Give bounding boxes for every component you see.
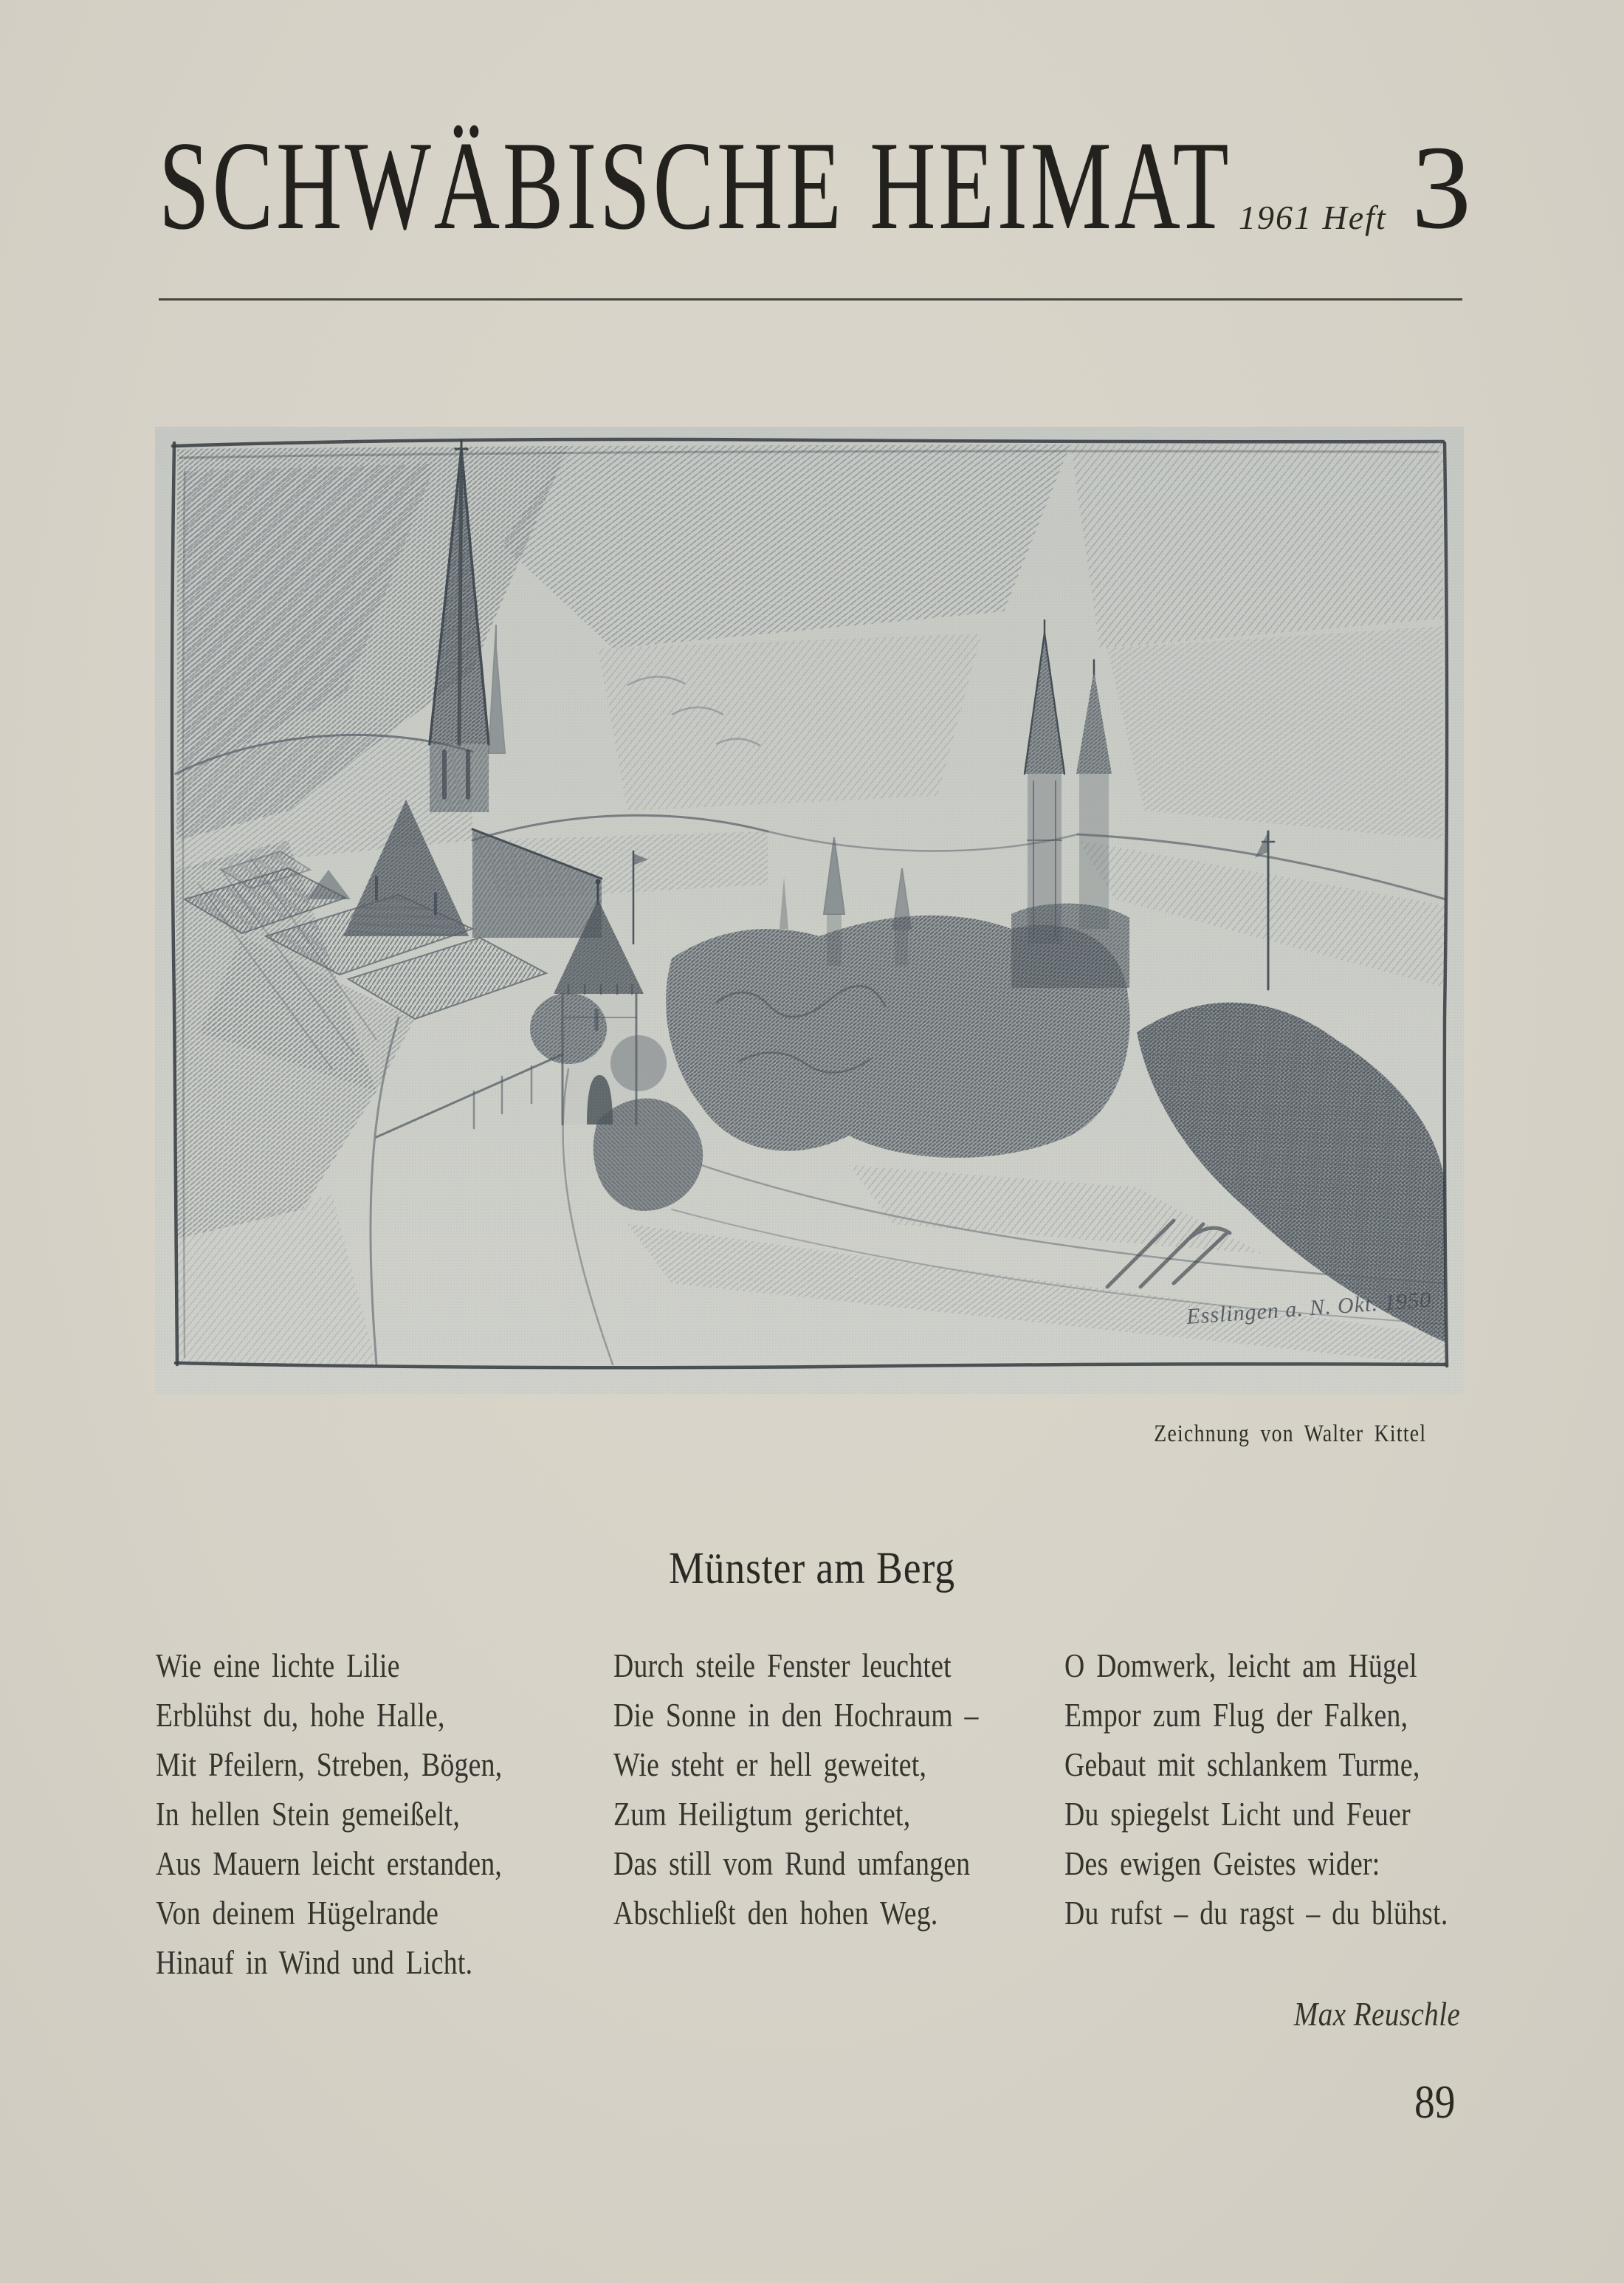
poem-line: Du spiegelst Licht und Feuer (1064, 1795, 1411, 1833)
poem-column-2 (613, 1641, 979, 1937)
poem-line: Wie eine lichte Lilie (156, 1647, 400, 1684)
poem-line: Hinauf in Wind und Licht. (156, 1943, 473, 1981)
halftone-overlay (155, 427, 1464, 1394)
poem-line: Das still vom Rund umfangen (613, 1844, 971, 1882)
poem-line: Gebaut mit schlankem Turme, (1064, 1745, 1420, 1783)
masthead-issue-line: 1961 Heft (1239, 199, 1387, 236)
poem-line: Die Sonne in den Hochraum – (613, 1696, 979, 1734)
artwork-caption: Zeichnung von Walter Kittel (1153, 1421, 1426, 1447)
poem-line: Von deinem Hügelrande (156, 1894, 439, 1932)
poem-line: Erblühst du, hohe Halle, (156, 1696, 445, 1734)
poem-line: Zum Heiligtum gerichtet, (613, 1795, 911, 1833)
poem-column-1 (156, 1641, 502, 1987)
artwork-figure (155, 427, 1464, 1394)
poem-line: Mit Pfeilern, Streben, Bögen, (156, 1745, 503, 1783)
masthead-issue-number: 3 (1411, 122, 1471, 254)
poem-line: Du rufst – du ragst – du blühst. (1064, 1894, 1448, 1932)
poem-line: Abschließt den hohen Weg. (613, 1894, 938, 1932)
masthead-rule (159, 298, 1462, 301)
poem-line: Wie steht er hell geweitet, (613, 1745, 927, 1783)
signature-text: Esslingen a. N. Okt. 1950 (1186, 1287, 1433, 1329)
poem-title: Münster am Berg (669, 1544, 955, 1593)
poem-line: Aus Mauern leicht erstanden, (156, 1844, 503, 1882)
page-number: 89 (1414, 2076, 1456, 2128)
poem-line: O Domwerk, leicht am Hügel (1064, 1647, 1417, 1684)
poem-line: In hellen Stein gemeißelt, (156, 1795, 461, 1833)
pencil-drawing (155, 427, 1464, 1394)
poem-line: Durch steile Fenster leuchtet (613, 1647, 952, 1684)
poem-author: Max Reuschle (1293, 1995, 1460, 2033)
poem-column-3 (1064, 1641, 1448, 1937)
poem-line: Des ewigen Geistes wider: (1064, 1844, 1380, 1882)
masthead-title: SCHWÄBISCHE HEIMAT (159, 116, 1232, 256)
poem-line: Empor zum Flug der Falken, (1064, 1696, 1408, 1734)
